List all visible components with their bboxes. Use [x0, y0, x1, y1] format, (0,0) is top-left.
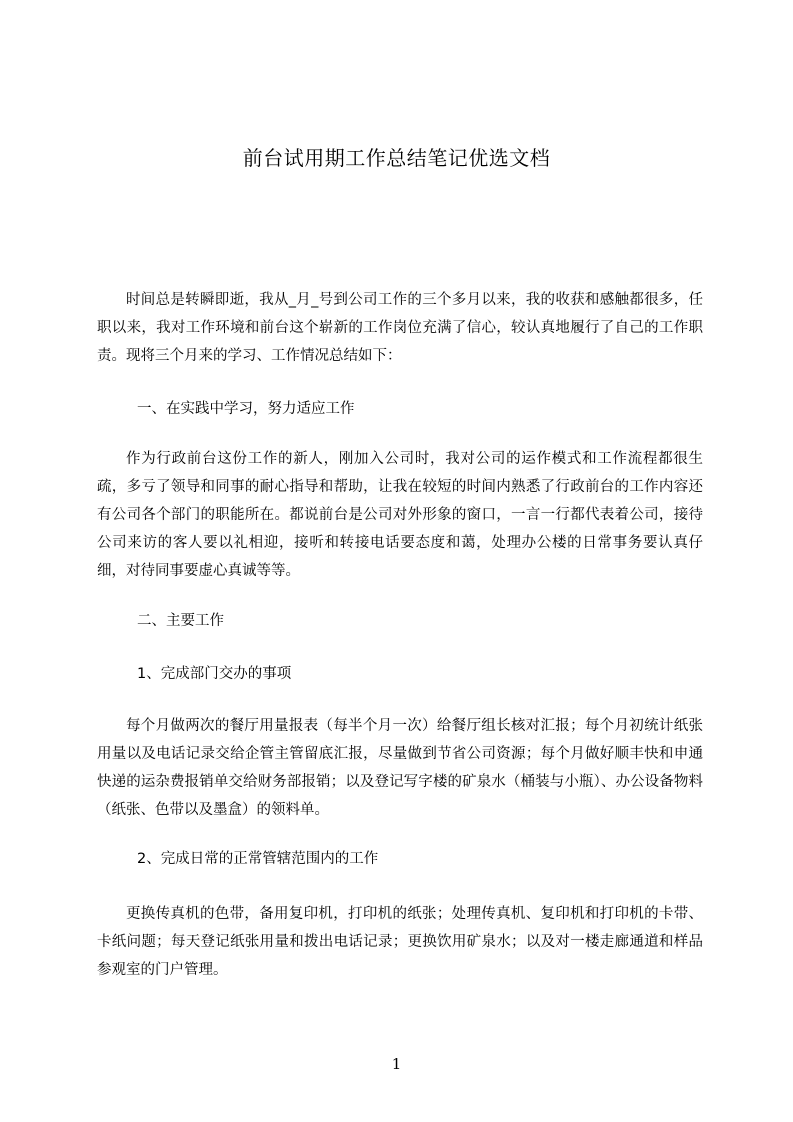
section-1-paragraph: 作为行政前台这份工作的新人，刚加入公司时，我对公司的运作模式和工作流程都很生疏，多亏了领导和同事的耐心指导和帮助，让我在较短的时间内熟悉了行政前台的工作内容还有公司各个部门的职能所在。都说前台是公司对外形象的窗口，一言一行都代表着公司，接待公司来访的客人要以礼相迎，接听和转接电话要态度和蔼，处理办公楼的日常事务要认真仔细，对待同事要虚心真诚等等。 — [97, 451, 703, 579]
subsection-2-paragraph: 更换传真机的色带，备用复印机，打印机的纸张；处理传真机、复印机和打印机的卡带、卡纸问题；每天登记纸张用量和拨出电话记录；更换饮用矿泉水；以及对一楼走廊通道和样品参观室的门户管理。 — [97, 906, 703, 978]
subsection-2-heading: 2、完成日常的正常管辖范围内的工作 — [137, 851, 379, 867]
section-2-heading: 二、主要工作 — [137, 613, 224, 629]
page-title: 前台试用期工作总结笔记优选文档 — [242, 146, 551, 170]
page-number: 1 — [391, 1055, 402, 1073]
subsection-1-paragraph: 每个月做两次的餐厅用量报表（每半个月一次）给餐厅组长核对汇报；每个月初统计纸张用量以及电话记录交给企管主管留底汇报，尽量做到节省公司资源；每个月做好顺丰快和申通快递的运杂费报销单交给财务部报销；以及登记写字楼的矿泉水（桶装与小瓶）、办公设备物料（纸张、色带以及墨盒）的领料单。 — [97, 718, 703, 818]
subsection-1-heading: 1、完成部门交办的事项 — [137, 666, 292, 682]
section-1-heading: 一、在实践中学习，努力适应工作 — [137, 401, 355, 417]
intro-paragraph: 时间总是转瞬即逝，我从_月_号到公司工作的三个多月以来，我的收获和感触都很多，任职以来，我对工作环境和前台这个崭新的工作岗位充满了信心，较认真地履行了自己的工作职责。现将三个月来的学习、工作情况总结如下： — [97, 292, 703, 364]
